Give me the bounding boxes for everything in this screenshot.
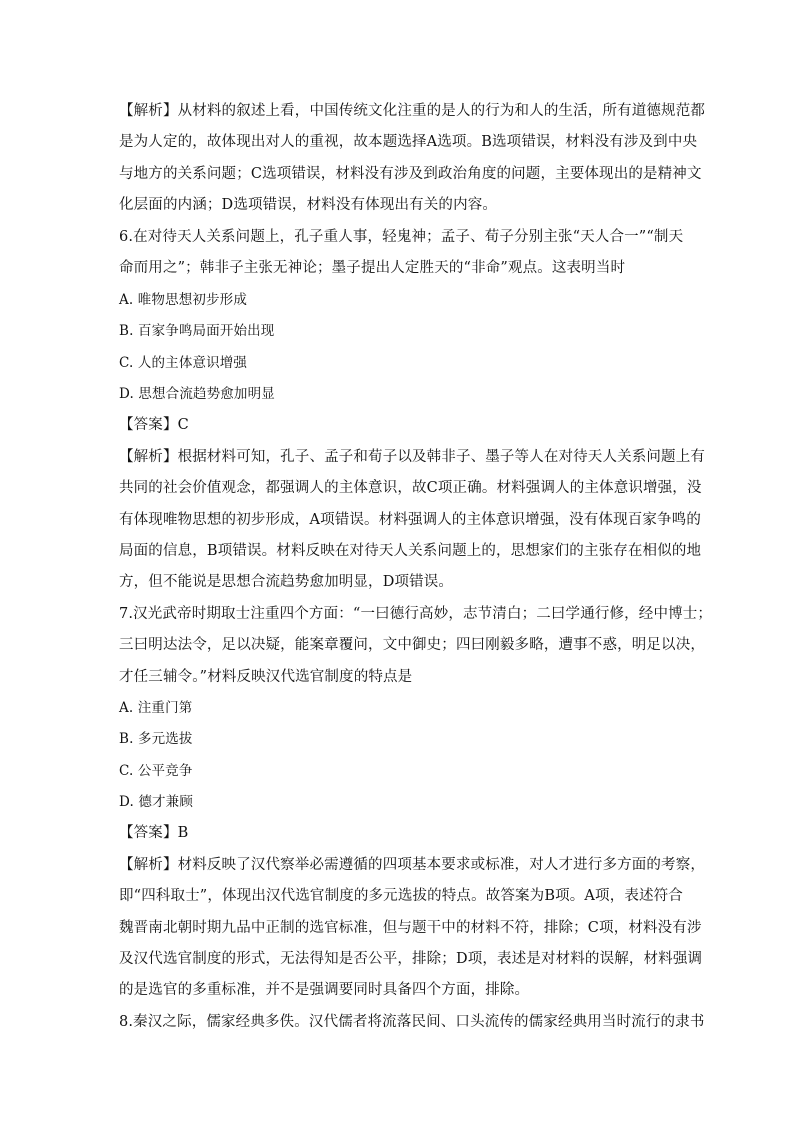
question-7-option-a: A. 注重门第 bbox=[119, 700, 193, 716]
question-6-option-b: B. 百家争鸣局面开始出现 bbox=[119, 323, 275, 339]
analysis-5-line-2: 是为人定的，故体现出对人的重视，故本题选择A选项。B选项错误，材料没有涉及到中央 bbox=[119, 134, 698, 150]
question-6-line-2: 命而用之”；韩非子主张无神论；墨子提出人定胜天的“非命”观点。这表明当时 bbox=[119, 260, 626, 276]
analysis-5-line-4: 化层面的内涵；D选项错误，材料没有体现出有关的内容。 bbox=[119, 197, 498, 213]
answer-6: 【答案】C bbox=[119, 417, 189, 433]
analysis-5-line-3: 与地方的关系问题；C选项错误，材料没有涉及到政治角度的问题，主要体现出的是精神文 bbox=[119, 166, 702, 182]
analysis-6-line-5: 方，但不能说是思想合流趋势愈加明显，D项错误。 bbox=[119, 574, 454, 590]
question-7-option-c: C. 公平竞争 bbox=[119, 763, 193, 779]
analysis-6-line-1: 【解析】根据材料可知，孔子、孟子和荀子以及韩非子、墨子等人在对待天人关系问题上有 bbox=[119, 449, 705, 465]
question-6-option-d: D. 思想合流趋势愈加明显 bbox=[119, 386, 275, 402]
question-6-option-a: A. 唯物思想初步形成 bbox=[119, 292, 247, 308]
answer-7: 【答案】B bbox=[119, 825, 189, 841]
question-7-line-3: 才任三辅令。”材料反映汉代选官制度的特点是 bbox=[119, 669, 413, 685]
question-6-line-1: 6.在对待天人关系问题上，孔子重人事，轻鬼神；孟子、荀子分别主张“天人合一”“制天 bbox=[119, 229, 684, 245]
question-7-option-d: D. 德才兼顾 bbox=[119, 794, 193, 810]
analysis-6-line-3: 有体现唯物思想的初步形成，A项错误。材料强调人的主体意识增强，没有体现百家争鸣的 bbox=[119, 512, 701, 528]
question-7-line-1: 7.汉光武帝时期取士注重四个方面：“一曰德行高妙，志节清白；二曰学通行修，经中博士； bbox=[119, 606, 713, 622]
analysis-7-line-4: 及汉代选官制度的形式，无法得知是否公平，排除；D项，表述是对材料的误解，材料强调 bbox=[119, 951, 703, 967]
analysis-6-line-2: 共同的社会价值观念，都强调人的主体意识，故C项正确。材料强调人的主体意识增强，没 bbox=[119, 480, 702, 496]
analysis-7-line-1: 【解析】材料反映了汉代察举必需遵循的四项基本要求或标准，对人才进行多方面的考察， bbox=[119, 857, 705, 873]
question-8-line-1: 8.秦汉之际，儒家经典多佚。汉代儒者将流落民间、口头流传的儒家经典用当时流行的隶书 bbox=[119, 1014, 705, 1030]
analysis-7-line-3: 魏晋南北朝时期九品中正制的选官标准，但与题干中的材料不符，排除；C项，材料没有涉 bbox=[119, 920, 702, 936]
question-6-option-c: C. 人的主体意识增强 bbox=[119, 355, 248, 371]
question-7-line-2: 三曰明达法令，足以决疑，能案章覆问，文中御史；四曰刚毅多略，遭事不惑，明足以决， bbox=[119, 637, 705, 653]
analysis-6-line-4: 局面的信息，B项错误。材料反映在对待天人关系问题上的，思想家们的主张存在相似的地 bbox=[119, 543, 702, 559]
question-7-option-b: B. 多元选拔 bbox=[119, 731, 193, 747]
analysis-7-line-2: 即“四科取士”，体现出汉代选官制度的多元选拔的特点。故答案为B项。A项，表述符合 bbox=[119, 888, 683, 904]
analysis-5-line-1: 【解析】从材料的叙述上看，中国传统文化注重的是人的行为和人的生活，所有道德规范都 bbox=[119, 103, 705, 119]
analysis-7-line-5: 的是选官的多重标准，并不是强调要同时具备四个方面，排除。 bbox=[119, 982, 530, 998]
